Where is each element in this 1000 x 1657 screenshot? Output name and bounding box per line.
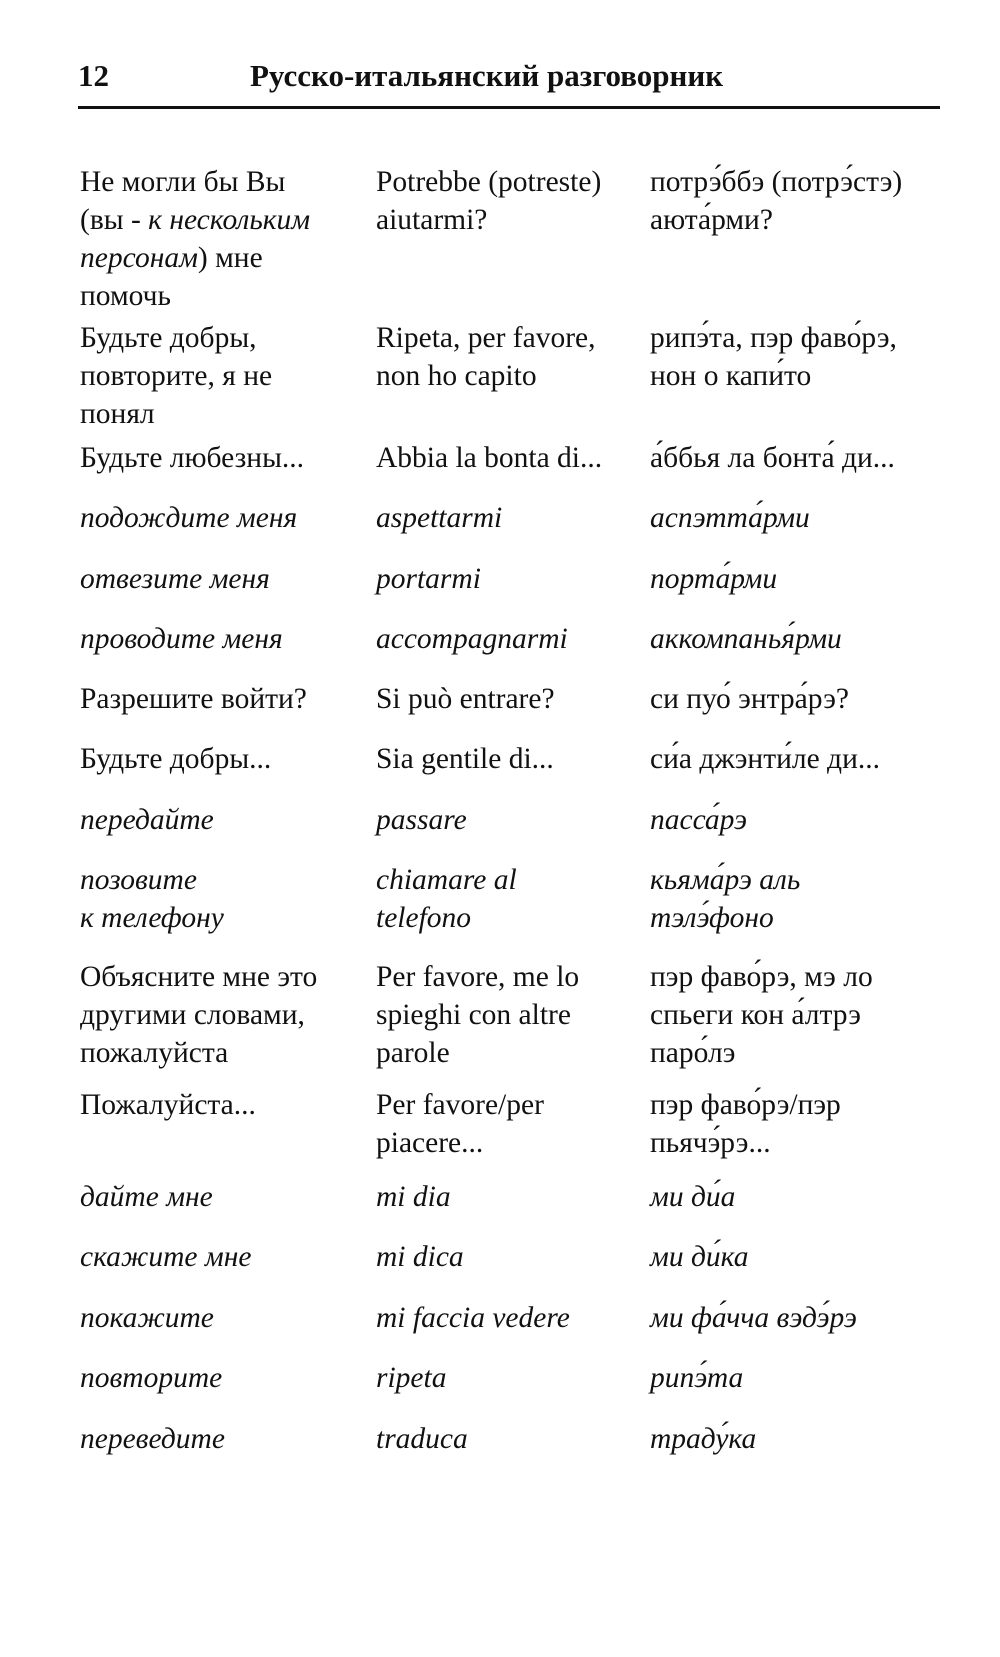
transcription: пэр фаво́рэ/пэр пьячэ́рэ... <box>650 1089 841 1159</box>
page-number: 12 <box>78 58 109 93</box>
russian-phrase: покажите <box>80 1302 214 1334</box>
russian-phrase-part: ) мне помочь <box>80 242 263 312</box>
russian-phrase: переведите <box>80 1423 225 1455</box>
italian-phrase: passare <box>376 804 467 836</box>
italian-phrase: portarmi <box>376 563 481 595</box>
russian-phrase: проводите меня <box>80 623 283 655</box>
transcription: ми ди́ка <box>650 1241 749 1273</box>
italian-phrase: mi dica <box>376 1241 464 1273</box>
phrase-row <box>80 620 950 680</box>
phrase-row <box>80 1178 950 1238</box>
transcription: пасса́рэ <box>650 804 748 836</box>
russian-phrase: Будьте добры... <box>80 743 272 775</box>
phrase-row <box>80 740 950 801</box>
transcription: си́а джэнти́ле ди... <box>650 743 880 775</box>
phrase-row <box>80 499 950 560</box>
russian-phrase: скажите мне <box>80 1241 252 1273</box>
russian-phrase: Объясните мне это другими словами, пожалуйста <box>80 961 318 1069</box>
phrase-row <box>80 560 950 620</box>
transcription: аспэтта́рми <box>650 502 810 534</box>
page-header <box>78 58 940 109</box>
transcription: потрэ́ббэ (потрэ́стэ) аюта́рми? <box>650 166 903 236</box>
russian-phrase: Разрешите войти? <box>80 683 307 715</box>
italian-phrase: Si può entrare? <box>376 683 555 715</box>
transcription: ми фа́чча вэдэ́рэ <box>650 1302 857 1334</box>
transcription: пэр фаво́рэ, мэ ло спьеги кон а́лтрэ паро́лэ <box>650 961 873 1069</box>
italian-phrase: Sia gentile di... <box>376 743 554 775</box>
italian-phrase: Potrebbe (potreste) aiutarmi? <box>376 166 602 236</box>
russian-phrase: повторите <box>80 1362 223 1394</box>
italian-phrase: aspettarmi <box>376 502 503 534</box>
phrase-row <box>80 861 950 958</box>
italian-phrase: mi dia <box>376 1181 451 1213</box>
running-title: Русско-итальянский разговорник <box>250 58 724 93</box>
russian-phrase: Пожалуйста... <box>80 1089 256 1121</box>
phrase-row <box>80 801 950 861</box>
transcription: аккомпанья́рми <box>650 623 842 655</box>
russian-phrase: дайте мне <box>80 1181 213 1213</box>
russian-phrase-note: к нескольким персонам <box>80 204 311 274</box>
phrase-row <box>80 439 950 499</box>
phrase-row <box>80 680 950 740</box>
transcription: рипэ́та, пэр фаво́рэ, нон о капи́то <box>650 322 897 392</box>
transcription: рипэ́та <box>650 1362 744 1394</box>
italian-phrase: Ripeta, per favore, non ho capito <box>376 322 596 392</box>
phrase-row <box>80 1420 950 1460</box>
russian-phrase <box>80 163 370 315</box>
italian-phrase: chiamare al telefono <box>376 864 517 934</box>
italian-phrase: mi faccia vedere <box>376 1302 570 1334</box>
phrase-row <box>80 958 950 1086</box>
italian-phrase: Per favore/per piacere... <box>376 1089 544 1159</box>
italian-phrase: ripeta <box>376 1362 447 1394</box>
transcription: кьяма́рэ аль тэлэ́фоно <box>650 864 801 934</box>
italian-phrase: Per favore, me lo spieghi con altre parole <box>376 961 580 1069</box>
phrase-row <box>80 1238 950 1299</box>
phrase-row <box>80 1299 950 1359</box>
italian-phrase: traduca <box>376 1423 468 1455</box>
phrase-row <box>80 163 950 319</box>
phrase-row <box>80 1086 950 1178</box>
transcription: ми ди́а <box>650 1181 736 1213</box>
russian-phrase: передайте <box>80 804 214 836</box>
russian-phrase-part: Не могли бы Вы (вы - <box>80 166 286 236</box>
transcription: а́ббья ла бонта́ ди... <box>650 442 895 474</box>
russian-phrase: отвезите меня <box>80 563 270 595</box>
italian-phrase: accompagnarmi <box>376 623 568 655</box>
phrase-table <box>80 163 950 1460</box>
russian-phrase: позовите к телефону <box>80 864 224 934</box>
russian-phrase: Будьте добры, повторите, я не понял <box>80 322 273 430</box>
phrase-row <box>80 319 950 439</box>
transcription: траду́ка <box>650 1423 757 1455</box>
phrase-row <box>80 1359 950 1420</box>
russian-phrase: подождите меня <box>80 502 298 534</box>
transcription: си пуо́ энтра́рэ? <box>650 683 849 715</box>
transcription: порта́рми <box>650 563 778 595</box>
russian-phrase: Будьте любезны... <box>80 442 305 474</box>
italian-phrase: Abbia la bonta di... <box>376 442 603 474</box>
